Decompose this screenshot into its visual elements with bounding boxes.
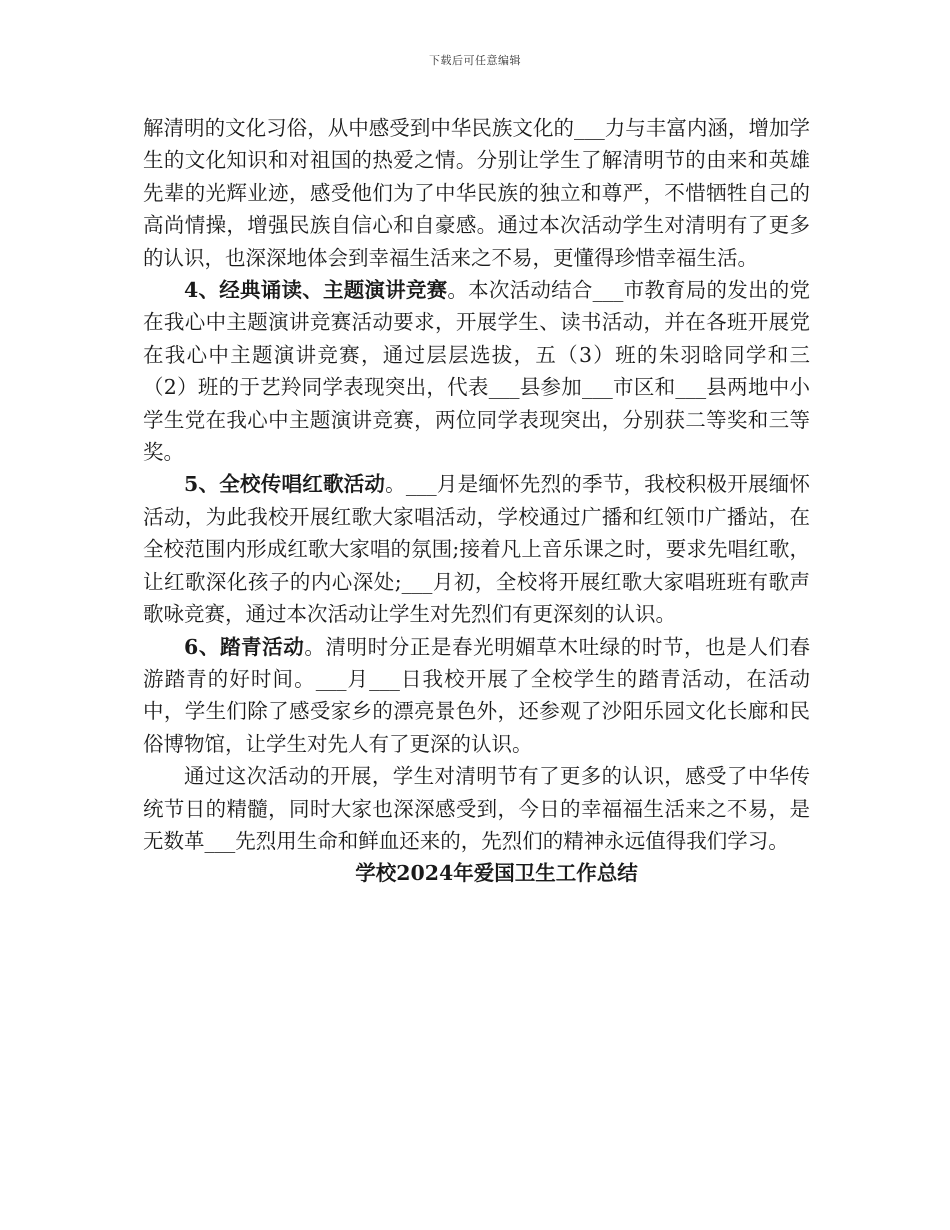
- paragraph-text: 。清明时分正是春光明媚草木吐绿的时节，也是人们春游踏青的好时间。___月___日我校开展了全校学生的踏青活动，在活动中，学生们除了感受家乡的漂亮景色外，还参观了沙阳乐园文化长廊和民俗博物馆，让学生对先人有了更深的认识。: [143, 634, 811, 756]
- paragraph-section-4: [143, 274, 810, 468]
- document-body: [143, 112, 810, 890]
- document-title: 学校2024年爱国卫生工作总结: [355, 861, 638, 886]
- paragraph-text: 解清明的文化习俗，从中感受到中华民族文化的___力与丰富内涵，增加学生的文化知识和对祖国的热爱之情。分别让学生了解清明节的由来和英雄先辈的光辉业迹，感受他们为了中华民族的独立和尊严，不惜牺牲自己的高尚情操，增强民族自信心和自豪感。通过本次活动学生对清明有了更多的认识，也深深地体会到幸福生活来之不易，更懂得珍惜幸福生活。: [143, 116, 810, 270]
- section-heading: 6、踏青活动: [184, 634, 305, 659]
- paragraph-conclusion: [143, 760, 810, 857]
- paragraph-section-5: [143, 468, 810, 630]
- paragraph-text: 。___月是缅怀先烈的季节，我校积极开展缅怀活动，为此我校开展红歌大家唱活动，学校通过广播和红领巾广播站，在全校范围内形成红歌大家唱的氛围;接着凡上音乐课之时，要求先唱红歌，让红歌深化孩子的内心深处;___月初，全校将开展红歌大家唱班班有歌声歌咏竞赛，通过本次活动让学生对先烈们有更深刻的认识。: [143, 472, 810, 627]
- paragraph-intro: [143, 112, 810, 274]
- paragraph-text: 通过这次活动的开展，学生对清明节有了更多的认识，感受了中华传统节日的精髓，同时大家也深深感受到，今日的幸福福生活来之不易，是无数革___先烈用生命和鲜血还来的，先烈们的精神永远值得我们学习。: [143, 764, 810, 853]
- section-heading: 5、全校传唱红歌活动: [184, 472, 386, 497]
- paragraph-section-6: [143, 631, 810, 761]
- page-header: 下载后可任意编辑: [429, 54, 521, 67]
- section-heading: 4、经典诵读、主题演讲竞赛: [184, 278, 448, 303]
- paragraph-text: 。本次活动结合___市教育局的发出的党在我心中主题演讲竞赛活动要求，开展学生、读书活动，并在各班开展党在我心中主题演讲竞赛，通过层层选拔，五（3）班的朱羽晗同学和三（2）班的于艺羚同学表现突出，代表___县参加___市区和___县两地中小学生党在我心中主题演讲竞赛，两位同学表现突出，分别获二等奖和三等奖。: [143, 278, 811, 465]
